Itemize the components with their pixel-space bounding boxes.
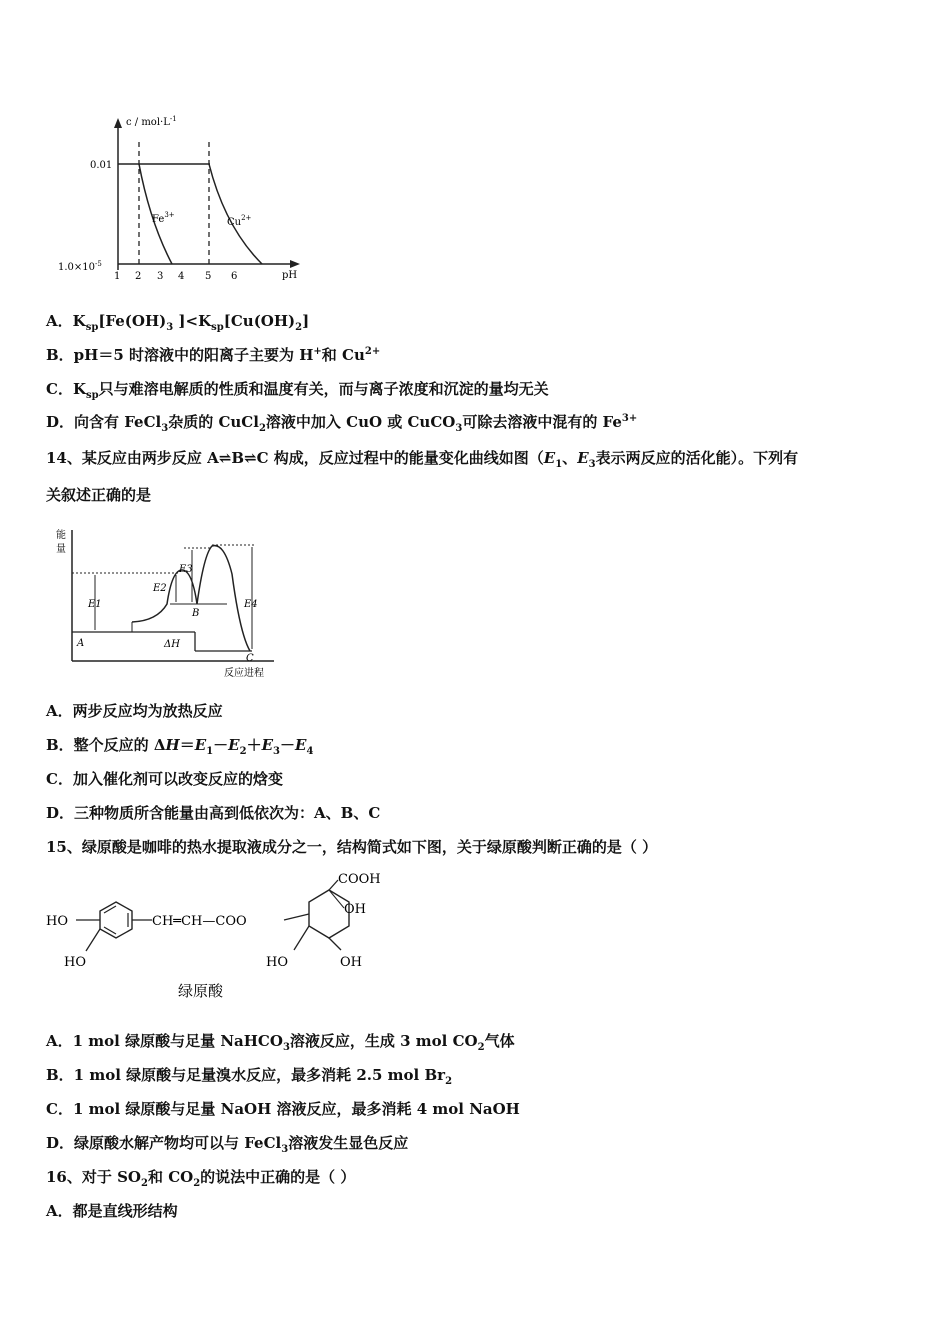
q14-option-a: A．两步反应均为放热反应 (46, 702, 223, 720)
q15-option-d: D．绿原酸水解产物均可以与 FeCl$_3$溶液发生显色反应 (46, 1134, 409, 1155)
equilibrium-arrow-icon: ⇌ (218, 449, 232, 467)
cooh: COOH (338, 872, 381, 887)
x-axis-arrow-icon (290, 260, 300, 268)
cu-curve-label: $Cu^{2+}$ (227, 214, 252, 228)
ho-bottom-bond (86, 929, 100, 951)
y-label-2: 量 (56, 544, 66, 555)
chain: CH═CH—COO (152, 914, 247, 929)
x-tick-1: 1 (114, 271, 121, 282)
oh-right: OH (344, 902, 366, 917)
oh-ring-bottom: OH (340, 955, 362, 970)
y-label-1: 能 (56, 530, 66, 541)
q13-option-a: A．$K_{sp}[Fe(OH)_3$ ]$<K_{sp}[Cu(OH)_2]$ (46, 312, 310, 333)
q16-stem: 16、对于 $SO_2$和 $CO_2$的说法中正确的是（ ） (46, 1168, 356, 1189)
q14-option-b: B．整个反应的 $\Delta H=E_1-E_2+E_3-E_4$ (46, 736, 314, 757)
ho-left: HO (46, 914, 68, 929)
q14-stem-line1: 14、某反应由两步反应 A⇌B⇌C 构成，反应过程中的能量变化曲线如图（$E_1$、$E_3$表示两反应的活化能）。下列有 (46, 449, 799, 470)
cyclohexane-ring (309, 890, 349, 938)
x-axis-label: pH (282, 270, 298, 281)
compound-name: 绿原酸 (178, 982, 224, 1000)
y-top-tick: 0.01 (90, 160, 113, 171)
label-a: A (77, 638, 85, 649)
cooh-bond (329, 880, 338, 890)
ho-ring-bond (294, 926, 309, 950)
label-dh: ΔH (164, 639, 180, 650)
x-label: 反应进程 (224, 668, 264, 679)
energy-diagram-figure (52, 524, 282, 684)
y-axis-arrow-icon (114, 118, 122, 128)
q14-option-d: D．三种物质所含能量由高到低依次为：A、B、C (46, 804, 381, 822)
y-bottom-tick: $1.0\times 10^{-5}$ (58, 260, 102, 273)
y-axis-label: $c / mol\cdot L^{-1}$ (126, 115, 177, 128)
q15-option-a: A．1 mol 绿原酸与足量 NaHCO$_3$溶液反应，生成 3 mol $CO_2$气体 (46, 1032, 515, 1053)
label-e3: E3 (179, 564, 193, 575)
energy-curve (132, 546, 250, 651)
label-b: B (192, 608, 200, 619)
chlorogenic-acid-structure (46, 866, 396, 1006)
x-tick-6: 6 (231, 271, 238, 282)
fe-curve-label: $Fe^{3+}$ (152, 211, 175, 225)
q13-option-c: C．$K_{sp}$只与难溶电解质的性质和温度有关，而与离子浓度和沉淀的量均无关 (46, 380, 549, 401)
label-e2: E2 (153, 583, 167, 594)
q16-option-a: A．都是直线形结构 (46, 1202, 178, 1220)
ho-ring-bottom: HO (266, 955, 288, 970)
q15-option-c: C．1 mol 绿原酸与足量 NaOH 溶液反应，最多消耗 4 mol NaOH (46, 1100, 520, 1118)
q14-option-c: C．加入催化剂可以改变反应的焓变 (46, 770, 283, 788)
q13-option-b: B．pH＝5 时溶液中的阳离子主要为 H+和 $Cu^{2+}$ (46, 346, 381, 364)
q15-stem: 15、绿原酸是咖啡的热水提取液成分之一，结构简式如下图，关于绿原酸判断正确的是（ ） (46, 838, 658, 856)
label-e4: E4 (244, 599, 258, 610)
x-tick-3: 3 (157, 271, 164, 282)
equilibrium-arrow-icon: ⇌ (244, 449, 257, 467)
x-tick-5: 5 (205, 271, 212, 282)
x-tick-2: 2 (135, 271, 142, 282)
q14-stem-line2: 关叙述正确的是 (46, 486, 152, 504)
oh-right-bond (329, 890, 344, 908)
ho-bottom-left: HO (64, 955, 86, 970)
label-e1: E1 (88, 599, 102, 610)
oh-ring-bond (329, 938, 341, 950)
benzene-ring (100, 902, 132, 938)
x-tick-4: 4 (178, 271, 185, 282)
ester-bond (284, 914, 309, 920)
ph-concentration-figure (50, 112, 310, 287)
q15-option-b: B．1 mol 绿原酸与足量溴水反应，最多消耗 2.5 mol $Br_2$ (46, 1066, 453, 1087)
label-c: C (246, 653, 254, 664)
cu-curve (209, 164, 262, 264)
q13-option-d: D．向含有 FeCl$_3$杂质的 CuCl$_2$溶液中加入 CuO 或 CuCO$_3$可除去溶液中混有的 $Fe^{3+}$ (46, 413, 638, 434)
